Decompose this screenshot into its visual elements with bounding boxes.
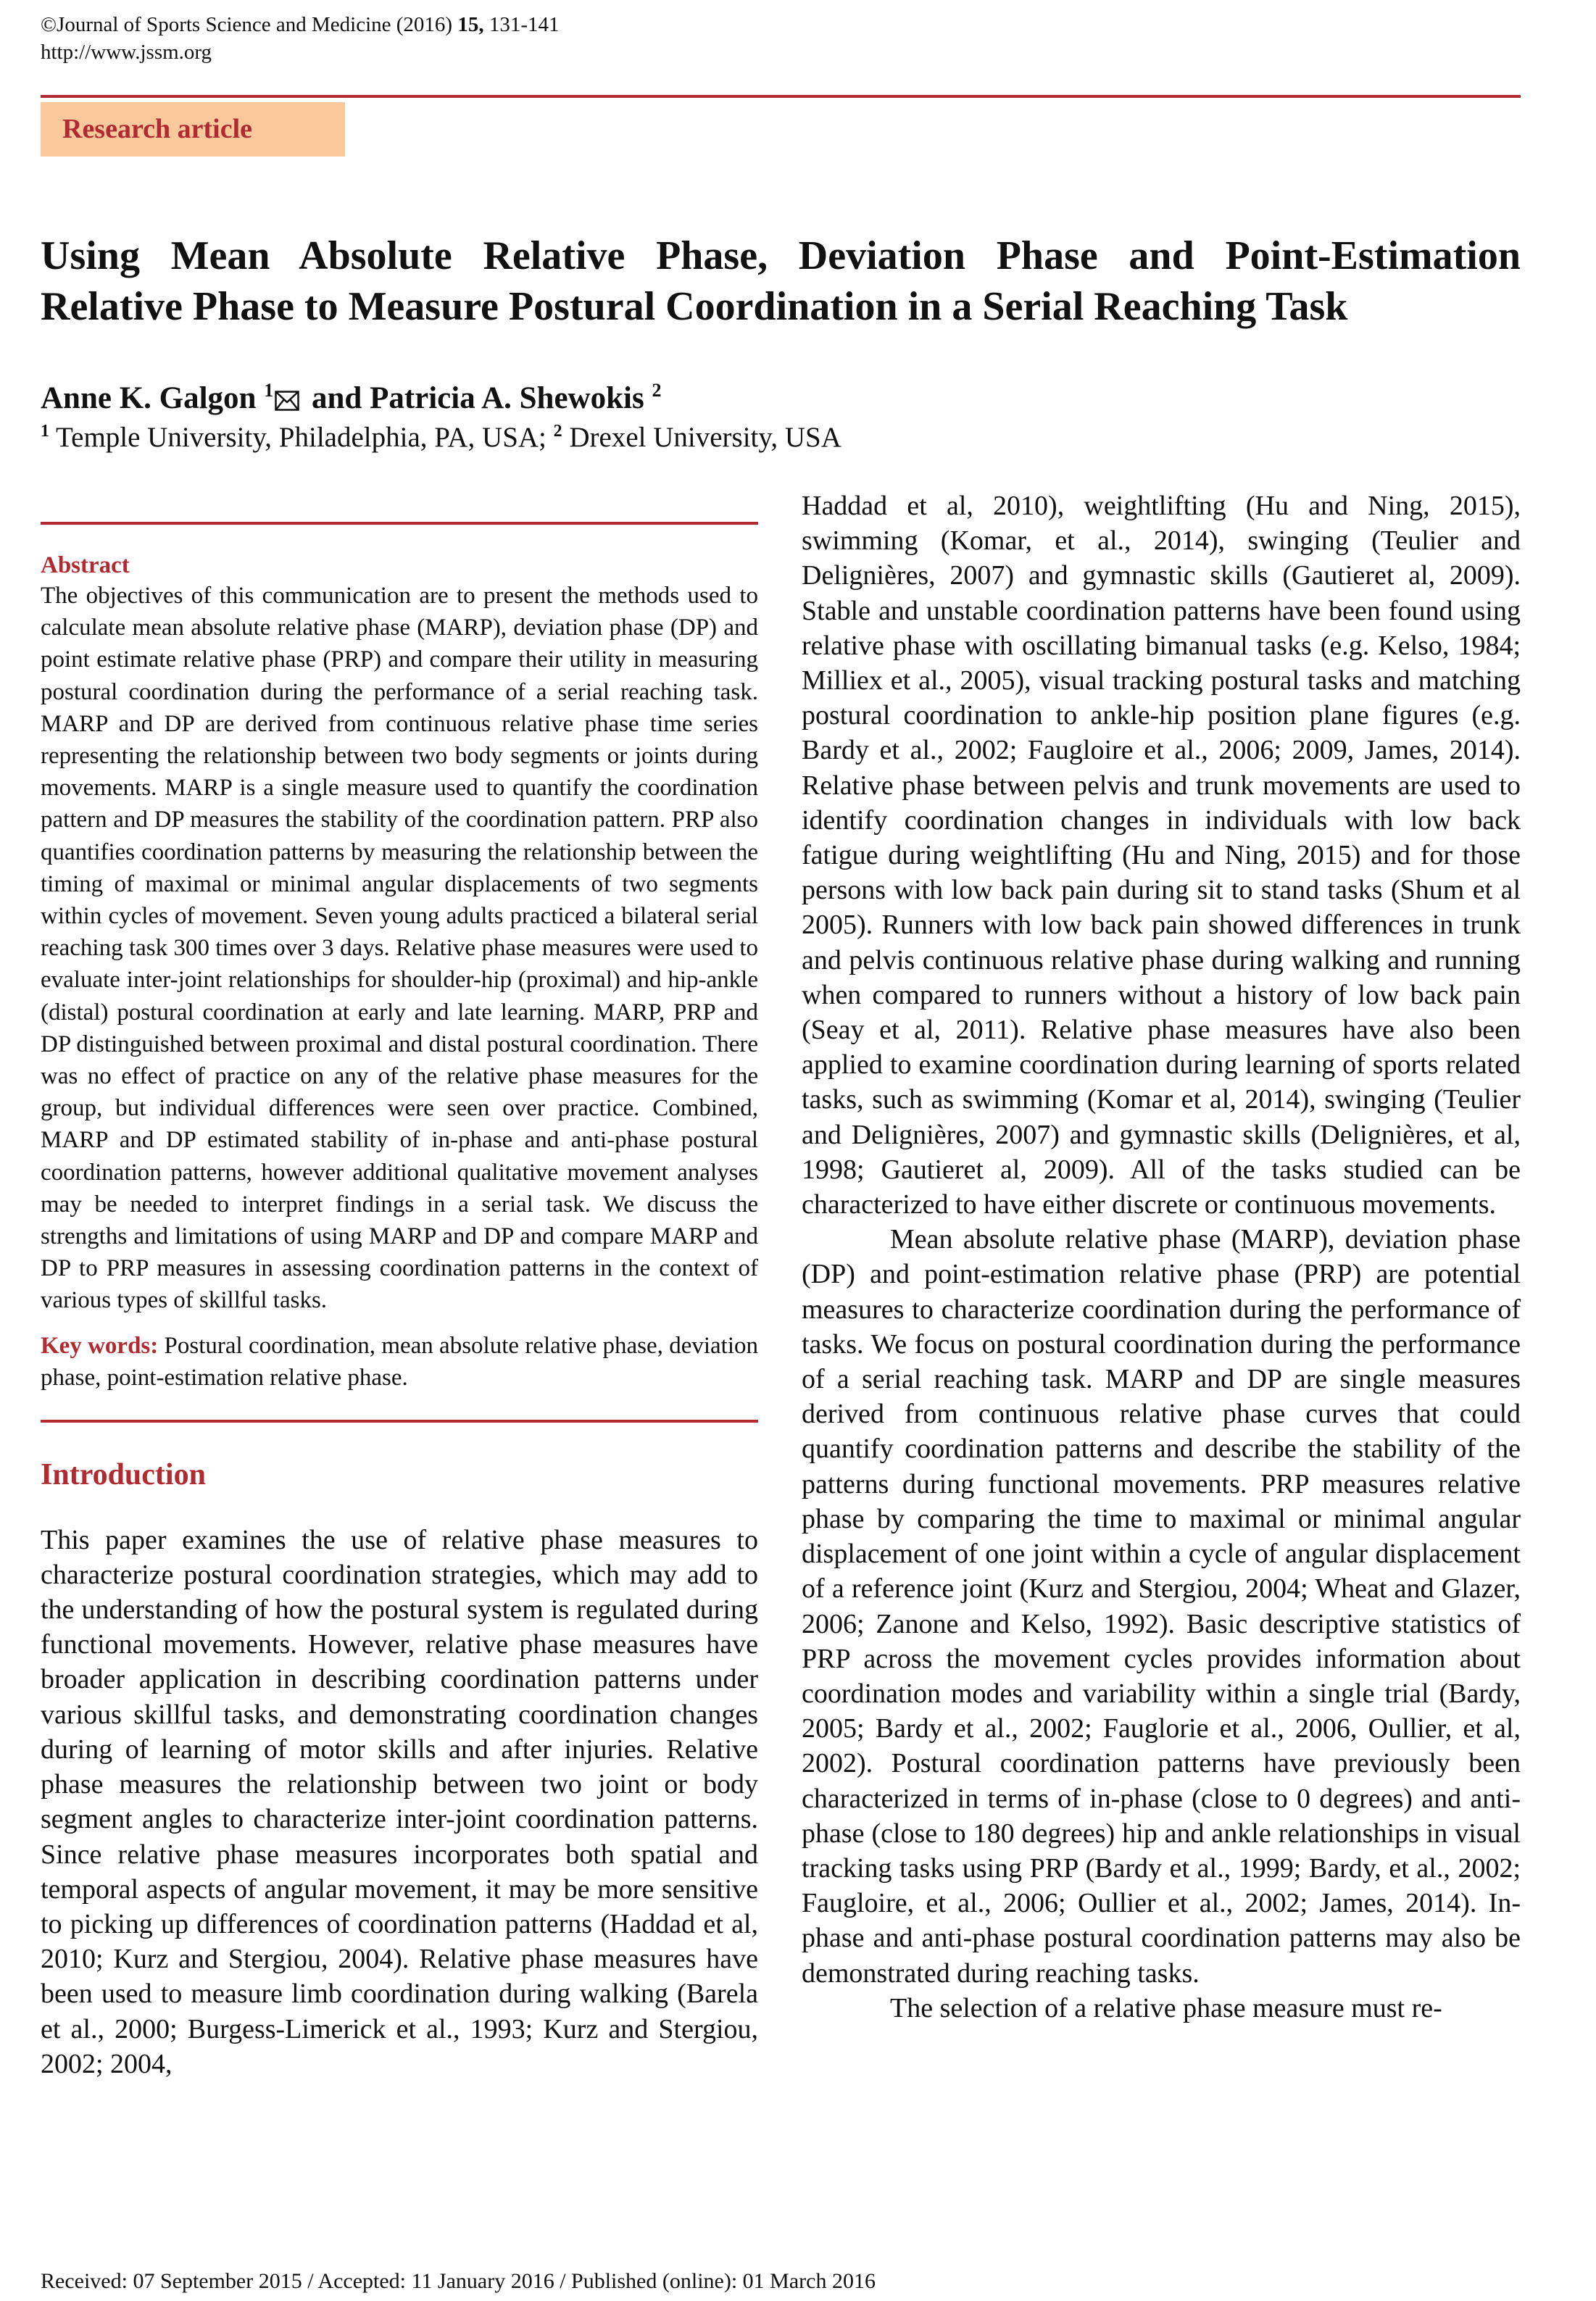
author-list xyxy=(41,378,661,422)
right-column xyxy=(802,488,1521,2026)
header-divider xyxy=(41,95,1521,98)
author-2-affiliation-mark: 2 xyxy=(652,380,662,401)
abstract-top-divider xyxy=(41,522,758,525)
article-type-badge: Research article xyxy=(41,102,345,157)
publication-dates: Received: 07 September 2015 / Accepted: 11 January 2016 / Published (online): 01 March 2016 xyxy=(41,2269,876,2293)
author-1: Anne K. Galgon xyxy=(41,381,265,415)
affiliations xyxy=(41,419,841,457)
journal-pages: 131-141 xyxy=(483,13,560,36)
keywords-label: Key words: xyxy=(41,1332,159,1359)
introduction-paragraph-1-continued: Haddad et al, 2010), weightlifting (Hu and Ning, 2015), swimming (Komar, et al., 2014), swinging (Teulier and Delignières, 2007) and gymnastic skills (Gautieret al, 2009). Stable and unstable coordination patterns have been found using relative phase with oscillating bimanual tasks (e.g. Kelso, 1984; Milliex et al., 2005), visual tracking postural tasks and matching postural coordination to ankle-hip position plane figures (e.g. Bardy et al., 2002; Faugloire et al., 2006; 2009, James, 2014). Relative phase between pelvis and trunk movements are used to identify coordination changes in individuals with low back fatigue during weightlifting (Hu and Ning, 2015) and for those persons with low back pain during sit to stand tasks (Shum et al 2005). Runners with low back pain showed differences in trunk and pelvis continuous relative phase during walking and running when compared to runners without a history of low back pain (Seay et al, 2011). Relative phase measures have also been applied to examine coordination during learning of sports related tasks, such as swimming (Komar et al, 2014), swinging (Teulier and Delignières, 2007) and gymnastic skills (Delignières, et al, 1998; Gautieret al, 2009). All of the tasks studied can be characterized to have either discrete or continuous movements. xyxy=(802,491,1521,1220)
title-line-2: Relative Phase to Measure Postural Coordination in a Serial Reaching Task xyxy=(41,284,1348,329)
affiliation-2: Drexel University, USA xyxy=(562,422,841,453)
introduction-heading: Introduction xyxy=(41,1457,206,1491)
author-1-affiliation-mark: 1 xyxy=(264,380,274,401)
abstract-bottom-divider xyxy=(41,1420,758,1423)
abstract-text: The objectives of this communication are to present the methods used to calculate mean absolute relative phase (MARP), deviation phase (DP) and point estimate relative phase (PRP) and compare their utility in measuring postural coordination during the performance of a serial reaching task. MARP and DP are derived from continuous relative phase time series representing the relationship between two body segments or joints during movements. MARP is a single measure used to quantify the coordination pattern and DP measures the stability of the coordination pattern. PRP also quantifies coordination patterns by measuring the relationship between the timing of maximal or minimal angular displacements of two segments within cycles of movement. Seven young adults practiced a bilateral serial reaching task 300 times over 3 days. Relative phase measures were used to evaluate inter-joint relationships for shoulder-hip (proximal) and hip-ankle (distal) postural coordination at early and late learning. MARP, PRP and DP distinguished between proximal and distal postural coordination. There was no effect of practice on any of the relative phase measures for the group, but individual differences were seen over practice. Combined, MARP and DP estimated stability of in-phase and anti-phase postural coordination patterns, however additional qualitative movement analyses may be needed to interpret findings in a serial task. We discuss the strengths and limitations of using MARP and DP and compare MARP and DP to PRP measures in assessing coordination patterns in the context of various types of skillful tasks. xyxy=(41,583,758,1314)
author-2: and Patricia A. Shewokis xyxy=(304,381,652,415)
journal-citation xyxy=(41,10,560,39)
introduction-paragraph-3: The selection of a relative phase measure must re- xyxy=(890,1992,1442,2023)
article-title xyxy=(41,230,1521,332)
keywords-text: Postural coordination, mean absolute relative phase, deviation phase, point-estimation relative phase. xyxy=(41,1332,758,1391)
left-column xyxy=(41,522,758,2081)
abstract-heading: Abstract xyxy=(41,552,130,578)
affiliation-1: Temple University, Philadelphia, PA, USA; xyxy=(49,422,554,453)
keywords xyxy=(41,1330,758,1394)
envelope-icon[interactable] xyxy=(275,381,299,422)
journal-volume: 15, xyxy=(457,13,484,36)
introduction-paragraph-1: This paper examines the use of relative phase measures to characterize postural coordination strategies, which may add to the understanding of how the postural system is regulated during functional movements. However, relative phase measures have broader application in describing coordination patterns under various skillful tasks, and demonstrating coordination changes during of learning of motor skills and after injuries. Relative phase measures the relationship between two joint or body segment angles to characterize inter-joint coordination patterns. Since relative phase measures incorporates both spatial and temporal aspects of angular movement, it may be more sensitive to picking up differences of coordination patterns (Haddad et al, 2010; Kurz and Stergiou, 2004). Relative phase measures have been used to measure limb coordination during walking (Barela et al., 2000; Burgess-Limerick et al., 1993; Kurz and Stergiou, 2002; 2004, xyxy=(41,1524,758,2079)
affiliation-2-mark: 2 xyxy=(553,422,562,441)
journal-url[interactable]: http://www.jssm.org xyxy=(41,41,212,64)
introduction-paragraph-2: Mean absolute relative phase (MARP), deviation phase (DP) and point-estimation relative phase (PRP) are potential measures to characterize coordination during the performance of tasks. We focus on postural coordination during the performance of a serial reaching task. MARP and DP are single measures derived from continuous relative phase curves that could quantify coordination patterns and describe the stability of the patterns during functional movements. PRP measures relative phase by comparing the time to maximal or minimal angular displacement of one joint within a cycle of angular displacement of a reference joint (Kurz and Stergiou, 2004; Wheat and Glazer, 2006; Zanone and Kelso, 1992). Basic descriptive statistics of PRP across the movement cycles provides information about coordination modes and variability within a single trial (Bardy, 2005; Bardy et al., 2002; Fauglorie et al., 2006, Oullier, et al, 2002). Postural coordination patterns have previously been characterized in terms of in-phase (close to 0 degrees) and anti-phase (close to 180 degrees) hip and ankle relationships in visual tracking tasks using PRP (Bardy et al., 1999; Bardy, et al., 2002; Faugloire, et al., 2006; Oullier et al., 2002; James, 2014). In-phase and anti-phase postural coordination patterns may also be demonstrated during reaching tasks. xyxy=(802,1224,1521,1989)
affiliation-1-mark: 1 xyxy=(41,422,49,441)
title-line-1: Using Mean Absolute Relative Phase, Deviation Phase and Point-Estimation xyxy=(41,233,1521,278)
journal-name: ©Journal of Sports Science and Medicine (2016) xyxy=(41,13,458,36)
